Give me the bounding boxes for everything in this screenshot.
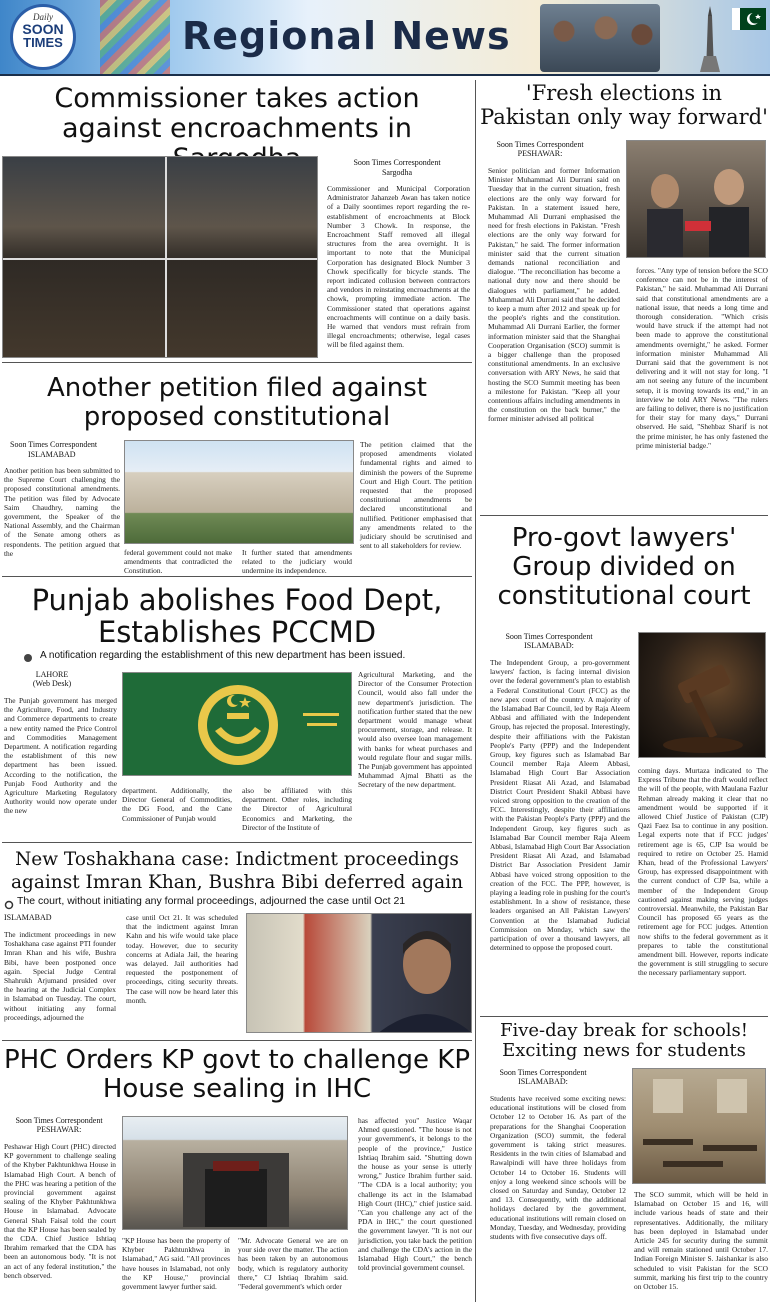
article-body-col3: "Mr. Advocate General we are on your side over the matter. The action has been taken by an autonomous body, which is regulatory authority there," CJ Ishtiaq Ibrahim said. "Federal government's which order	[238, 1236, 348, 1292]
divider	[2, 362, 472, 363]
article-body-col1: Another petition has been submitted to the Supreme Court challenging the proposed constitutional amendments. The petition was filed by Advocate Saim Chaudhry, naming the government, the Speaker of the National Assembly, and the Chairman of the Senate among others as respondents. The petition argued that the	[4, 466, 120, 558]
column-divider	[475, 80, 476, 1302]
byline: Soon Times Correspondent	[505, 632, 593, 641]
headline-petition: Another petition filed against proposed constitutional	[47, 373, 427, 433]
article-body-col3: It further stated that amendments related to the judiciary would undermine its independence.	[242, 548, 352, 576]
divider	[2, 576, 472, 577]
article-body-col4: Agricultural Marketing, and the Director of the Consumer Protection Council, would also fall under the new department's jurisdiction. The notification further stated that the new department would manage wheat procurement, storage, and release. It would also oversee loan management with banks for wheat purchases and would regulate flour and sugar mills. The Punjab government has appointed Muhammad Ajmal Bhatti as the Secretary of the new department.	[358, 670, 472, 790]
article-body-col2: coming days. Murtaza indicated to The Express Tribune that the draft would reflect the will of the people, with Maulana Fazlur Rehman already making it clear that no amendment would be supported if it allowed Chief Justice of Pakistan (CJP) Qazi Faez Isa to continue in any position. Legal experts note that if FCC judges' retirement age is 65, CJP Isa would be required to retire on October 25. Hamid Khan, head of the Professional Lawyers' Group, has expressed disappointment with the current conduct of CJP Isa, while a member of the Independent Group cautioned against making serving judges controversial. Meanwhile, the Pakistan Bar Council has proposed 65 years as the retirement age for FCC judges. Attention now shifts to the federal government as it prepares to table the constitutional amendment bill. However, reports indicate the government is still struggling to secure the necessary parliamentary support.	[638, 766, 768, 978]
bullet-icon	[4, 897, 14, 907]
photo-empty-classroom	[632, 1068, 766, 1184]
headline-fresh-elections: 'Fresh elections in Pakistan only way forward'	[480, 81, 768, 129]
byline: LAHORE	[35, 670, 69, 679]
byline: Soon Times Correspondent	[10, 440, 98, 449]
article-body-col4: has affected you" Justice Waqar Ahmed questioned. "The house is not your government's, it belongs to the people of the province," Justice Ishtiaq Ibrahim said. "Shutting down the house as your sense is utterly wrong," Justice Ibrahim further said. "The CDA is a local authority; you challenge its act in the Islamabad High Court (IHC)," chief justice said. "Can you challenge any act of the PDA in IHC," the court questioned the government lawyer. "It is not our jurisdiction, you take back the petition and challenge the CDA's action in the Islamabad High Court," the bench told provincial government counsel.	[358, 1116, 472, 1273]
article-body-col1: Students have received some exciting news: educational institutions will be closed from October 12 to October 16. As part of the preparations for the Shanghai Cooperation Organization (SCO) summit, the federal government is taking strict measures. Residents in the twin cities of Islamabad and Rawalpindi will have three holidays from October 14 to October 16. Students will enjoy a long weekend since schools will be closed on Saturday and Sunday, October 12 and 13. Consequently, with the additional holidays declared by the government, educational institutions will remain closed on Monday, Tuesday, and Wednesday, providing students with five consecutive days off.	[490, 1094, 626, 1242]
article-body-col2: federal government could not make amendments that contradicted the Constitution.	[124, 548, 232, 576]
article-body-col2: The SCO summit, which will be held in Islamabad on October 15 and 16, will include various heads of state and their representatives. Additionally, the military has been deployed in Islamabad under Article 245 for security during the summit and will remain stationed until October 17. Indian Foreign Minister S. Jaishankar is also scheduled to visit Pakistan for the SCO summit, marking his first trip to the country on October 15.	[634, 1190, 768, 1292]
headline-pro-govt-lawyers: Pro-govt lawyers' Group divided on constitutional court	[497, 523, 751, 612]
masthead-photo	[540, 4, 660, 72]
divider	[2, 1040, 472, 1041]
logo-times-text: TIMES	[23, 35, 63, 50]
decorative-stripes	[100, 0, 170, 76]
photo-encroachment-operation	[2, 156, 318, 358]
article-body-col2: "KP House has been the property of Khyber Pakhtunkhwa in Islamabad," AG said. "All provinces have houses in Islamabad, not only the KP House," provincial government lawyer further said.	[122, 1236, 230, 1292]
logo-soon-text: SOON	[22, 21, 64, 37]
article-body-col1: The Independent Group, a pro-government lawyers' faction, is facing internal division over the federal government's plan to establish a Federal Constitutional Court (FCC) as the new apex court of the country. A majority of the Islamabad Bar Council, led by Raja Aleem Abbasi and affiliated with the Independent Group, has rejected the proposal. Interestingly, despite their affiliations with the Pakistan People's Party (PPP) and the Independent Group, key figures such as Islamabad Bar Council member Raja Aleem Abbasi, Islamabad High Court Bar Association President Riasat Ali Azad, and Islamabad District Court President Shakil Abbasi have voiced strong opposition to the creation of the FCC. Interestingly, despite their affiliations with the Pakistan People's Party (PPP) and the Independent Group, key figures such as Islamabad Bar Council member Raja Aleem Abbasi, Islamabad High Court Bar Association President Riasat Ali Azad, and Islamabad District Bar Association President Jamir Abbasi have voiced strong opposition to the creation of the FCC. The PPP, however, is playing a leading role in pushing for the court's establishment. In a show of resistance, these leaders organised an All Pakistan Lawyers' Convention at the Islamabad Judicial Commission on Monday, which saw the participation of over a thousand lawyers, all determined to oppose the proposed court.	[490, 658, 630, 953]
pakistan-flag-icon	[732, 8, 766, 30]
dateline: PESHAWAR:	[36, 1125, 82, 1134]
logo-daily-text: Daily	[33, 12, 53, 22]
headline-five-day-break: Five-day break for schools! Exciting news for students	[499, 1020, 749, 1062]
article-body-col2: case until Oct 21. It was scheduled that the indictment against Imran Kahn and his wife would take place today. However, due to security concerns at Adiala Jail, the hearing was delayed. Jail authorities had requested the postponement of proceedings, citing security threats. The case will now be heard later this month.	[126, 913, 238, 1005]
headline-toshakhana: New Toshakhana case: Indictment proceedings against Imran Khan, Bushra Bibi deferred again	[10, 849, 463, 893]
photo-durrani-press-conference	[626, 140, 766, 258]
dateline: (Web Desk)	[32, 679, 72, 688]
minar-icon	[680, 6, 740, 74]
subhead: A notification regarding the establishment of this new department has been issued.	[40, 650, 406, 661]
dateline: ISLAMABAD	[28, 450, 76, 459]
article-body-col1: The Punjab government has merged the Agriculture, Food, and Industry and Commerce departments to create a new entity named the Price Control and Commodities Management Department. A notification regarding the establishment of this new department has been issued. According to the notification, the Punjab Food Authority and the Agriculture Marketing Regulatory Authority would now operate under the new	[4, 696, 117, 816]
dateline: ISLAMABAD:	[524, 641, 574, 650]
photo-imran-khan	[246, 913, 472, 1033]
headline-phc: PHC Orders KP govt to challenge KP House sealing in IHC	[3, 1045, 471, 1105]
article-body-col1: Senior politician and former Information Minister Muhammad Ali Durrani said on Tuesday that in the current situation, fresh elections are the only way forward for Pakistan. In a statement issued here, Muhammad Ali Durrani emphasised the need for fresh elections in Pakistan. "Fresh elections are the only way forward for Pakistan," he said. The former information minister said that the current situation demands national reconciliation and dialogue. "The reconciliation has become a national duty now and there should be dialogues with parliament," he added. Muhammad Ali Durrani said that he decided to keep a mum after 2012 and speak up for the people's rights and the constitution. Muhammad Ali Durrani Earlier, the former information minister said that the Shanghai Cooperation Organisation (SCO) summit is a bigger challenge than the proposed constitutional amendments. In an exclusive conversation with ARY News, he said that hosting the SCO Summit meeting has been a milestone for Pakistan. "Keep all your contentious affairs including amendments in the constitution on the back burner," the former minister advised all political	[488, 166, 620, 424]
dateline: Sargodha	[381, 168, 413, 177]
byline: Soon Times Correspondent	[353, 158, 441, 167]
photo-gavel	[638, 632, 766, 758]
article-body-col1: The indictment proceedings in new Toshakhana case against PTI founder Imran Khan and his wife, Bushra Bibi, have been postponed once again. Special Judge Central Shahrukh Arjumand presided over the hearing at the Judicial Complex in Islamabad on Tuesday. The court, without initiating any formal proceedings, adjourned the	[4, 930, 116, 1022]
dateline: PESHAWAR:	[517, 149, 563, 158]
photo-punjab-emblem	[122, 672, 352, 776]
section-title: Regional News	[182, 14, 511, 58]
divider	[2, 842, 472, 843]
article-body-col2: department. Additionally, the Director General of Commodities, the DG Food, and the Cane Commissioner of Punjab would	[122, 786, 232, 823]
article-body-col3: also be affiliated with this department. Other roles, including the Director of Agricultural Economics and Marketing, the Director of the Institute of	[242, 786, 352, 832]
article-body-col1: Peshawar High Court (PHC) directed KP government to challenge sealing of the Khyber Pakhtunkhwa House in Islamabad High Court. A bench of the PHC was hearing a petition of the provincial government against sealing of the Khyber Pakhtunkhwa House in Islamabad. Advocate General Shah Faisal told the court that the KP House has been sealed by the CDA. Chief Justice Ishtiaq Ibrahim remarked that the CDA has been an autonomous body. "It is not an act of any federal institution," the bench observed.	[4, 1142, 116, 1280]
photo-supreme-court	[124, 440, 354, 544]
byline: Soon Times Correspondent	[499, 1068, 587, 1077]
article-body-col2: forces. "Any type of tension before the SCO conference can not be in the interest of Pakistan," he said. Muhammad Ali Durrani said that constitutional amendments are a national issue, that needs a long time and thorough consideration. "Which crisis would have struck if the attempt had not been made to approve the constitutional amendments overnight," he asked. Former information minister Muhammad Ali Durrani said that the government is not delivering and it will not stay for long. "I am not seeing any future of the incumbent setup, it is moving towards its end," in an interview he told ARY News. "The rulers are failing to deliver, there is no justification for their stay for many days," Durrani observed. He said, "Shehbaz Sharif is not the prime minister, he has only fastened the prime ministerial badge."	[636, 266, 768, 450]
bullet-icon	[22, 651, 34, 663]
subhead: The court, without initiating any formal proceedings, adjourned the case until Oct 21	[17, 895, 406, 907]
headline-punjab: Punjab abolishes Food Dept, Establishes PCCMD	[31, 583, 443, 650]
divider	[480, 1016, 768, 1017]
byline: Soon Times Correspondent	[496, 140, 584, 149]
dateline: ISLAMABAD	[4, 913, 52, 922]
byline: Soon Times Correspondent	[15, 1116, 103, 1125]
dateline: ISLAMABAD:	[518, 1077, 568, 1086]
photo-kp-house	[122, 1116, 348, 1230]
masthead	[0, 0, 770, 76]
article-body: Commissioner and Municipal Corporation Administrator Jahanzeb Awan has taken notice of a Daily soontimes report regarding the re-establishment of encroachments at Block Number 3 Chowk. In response, the Encroachment Staff removed all illegal structures from the area overnight. It is important to note that the Municipal Corporation has designated Block Number 3 Chowk specifically for bicycle stands. The report indicated collusion between contractors and vendors in reinstating encroachments at the chowk, prompting immediate action. The Commissioner stated that operations against encroachments will continue on a daily basis. He warned that vendors must refrain from illegal encroachments; otherwise, legal cases will be filed against them.	[327, 184, 470, 350]
headline-commissioner: Commissioner takes action against encroachments in	[54, 83, 420, 145]
article-body-col4: The petition claimed that the proposed amendments violated fundamental rights and aimed to diminish the powers of the Supreme Court and High Court. The petition requested that the proposed constitutional amendments be declared unconstitutional and nullified. Petitioner emphasised that any amendments related to the judiciary should be scrutinised and sent to all stakeholders for review.	[360, 440, 472, 551]
soon-times-logo	[10, 4, 76, 70]
divider	[480, 515, 768, 516]
